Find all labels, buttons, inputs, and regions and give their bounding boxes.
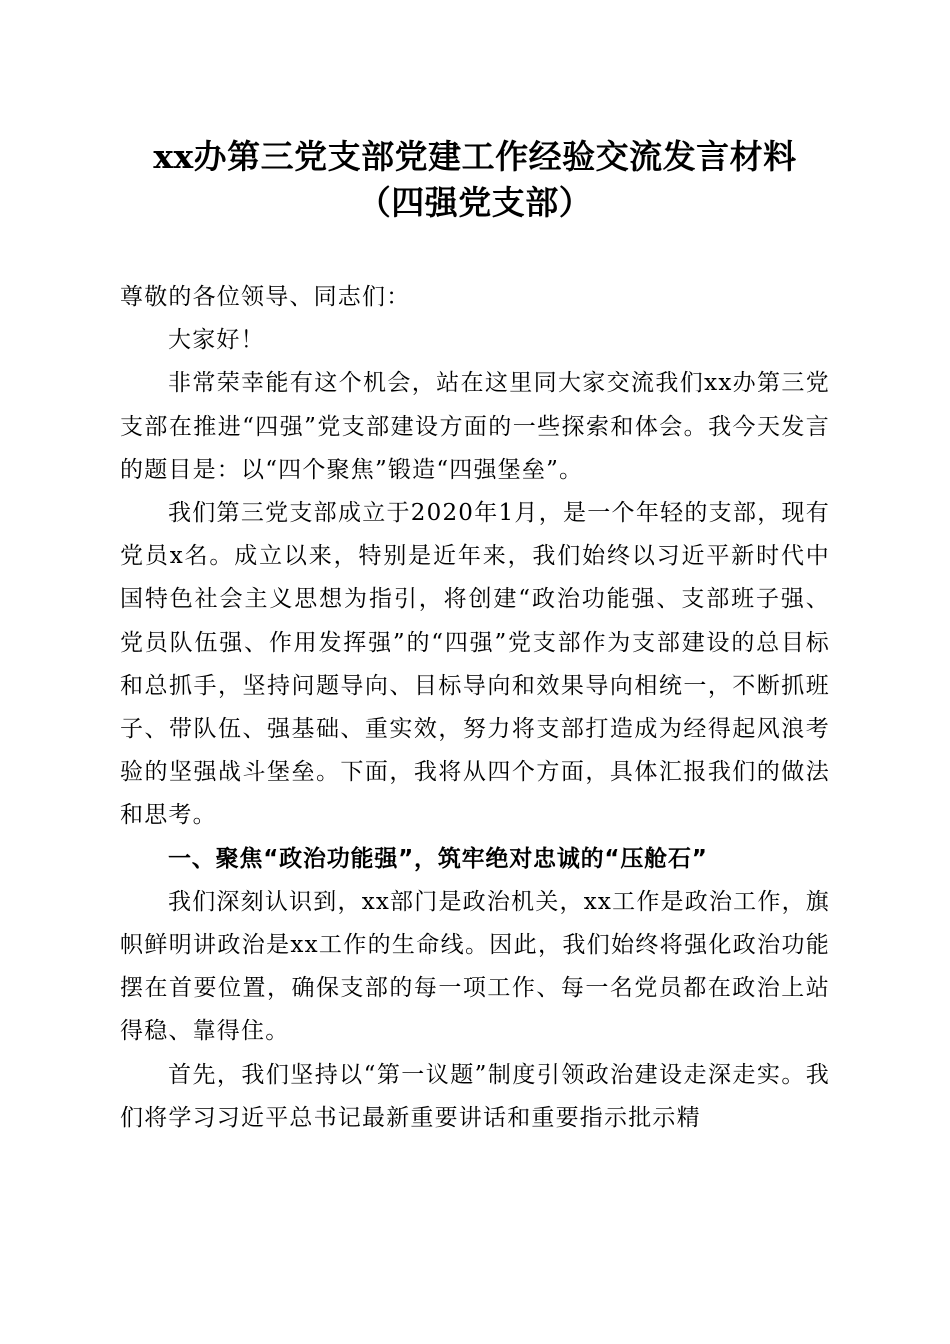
salutation: 尊敬的各位领导、同志们： — [120, 284, 411, 310]
paragraph-background: 我们第三党支部成立于2020年1月，是一个年轻的支部，现有党员x名。成立以来，特别是近年来，我们始终以习近平新时代中国特色社会主义思想为指引，将创建“政治功能强、支部班子强、党员队伍强、作用发挥强”的“四强”党支部作为支部建设的总目标和总抓手，坚持问题导向、目标导向和效果导向相统一，不断抓班子、带队伍、强基础、重实效，努力将支部打造成为经得起风浪考验的坚强战斗堡垒。下面，我将从四个方面，具体汇报我们的做法和思考。 — [120, 500, 830, 829]
document-title — [0, 134, 950, 226]
section1-paragraph: 首先，我们坚持以“第一议题”制度引领政治建设走深走实。我们将学习习近平总书记最新重要讲话和重要指示批示精 — [120, 1061, 830, 1131]
title-line-main: xx办第三党支部党建工作经验交流发言材料 — [153, 137, 797, 176]
document-body — [120, 276, 830, 1140]
section1-paragraph: 我们深刻认识到，xx部门是政治机关，xx工作是政治工作，旗帜鲜明讲政治是xx工作的生命线。因此，我们始终将强化政治功能摆在首要位置，确保支部的每一项工作、每一名党员都在政治上站得稳、靠得住。 — [120, 888, 830, 1045]
title-line-subtitle: （四强党支部） — [357, 183, 593, 222]
paragraph-intro: 非常荣幸能有这个机会，站在这里同大家交流我们xx办第三党支部在推进“四强”党支部建设方面的一些探索和体会。我今天发言的题目是：以“四个聚焦”锻造“四强堡垒”。 — [120, 370, 830, 483]
greeting: 大家好！ — [168, 327, 265, 354]
section-heading-1: 一、聚焦“政治功能强”，筑牢绝对忠诚的“压舱石” — [168, 845, 708, 872]
